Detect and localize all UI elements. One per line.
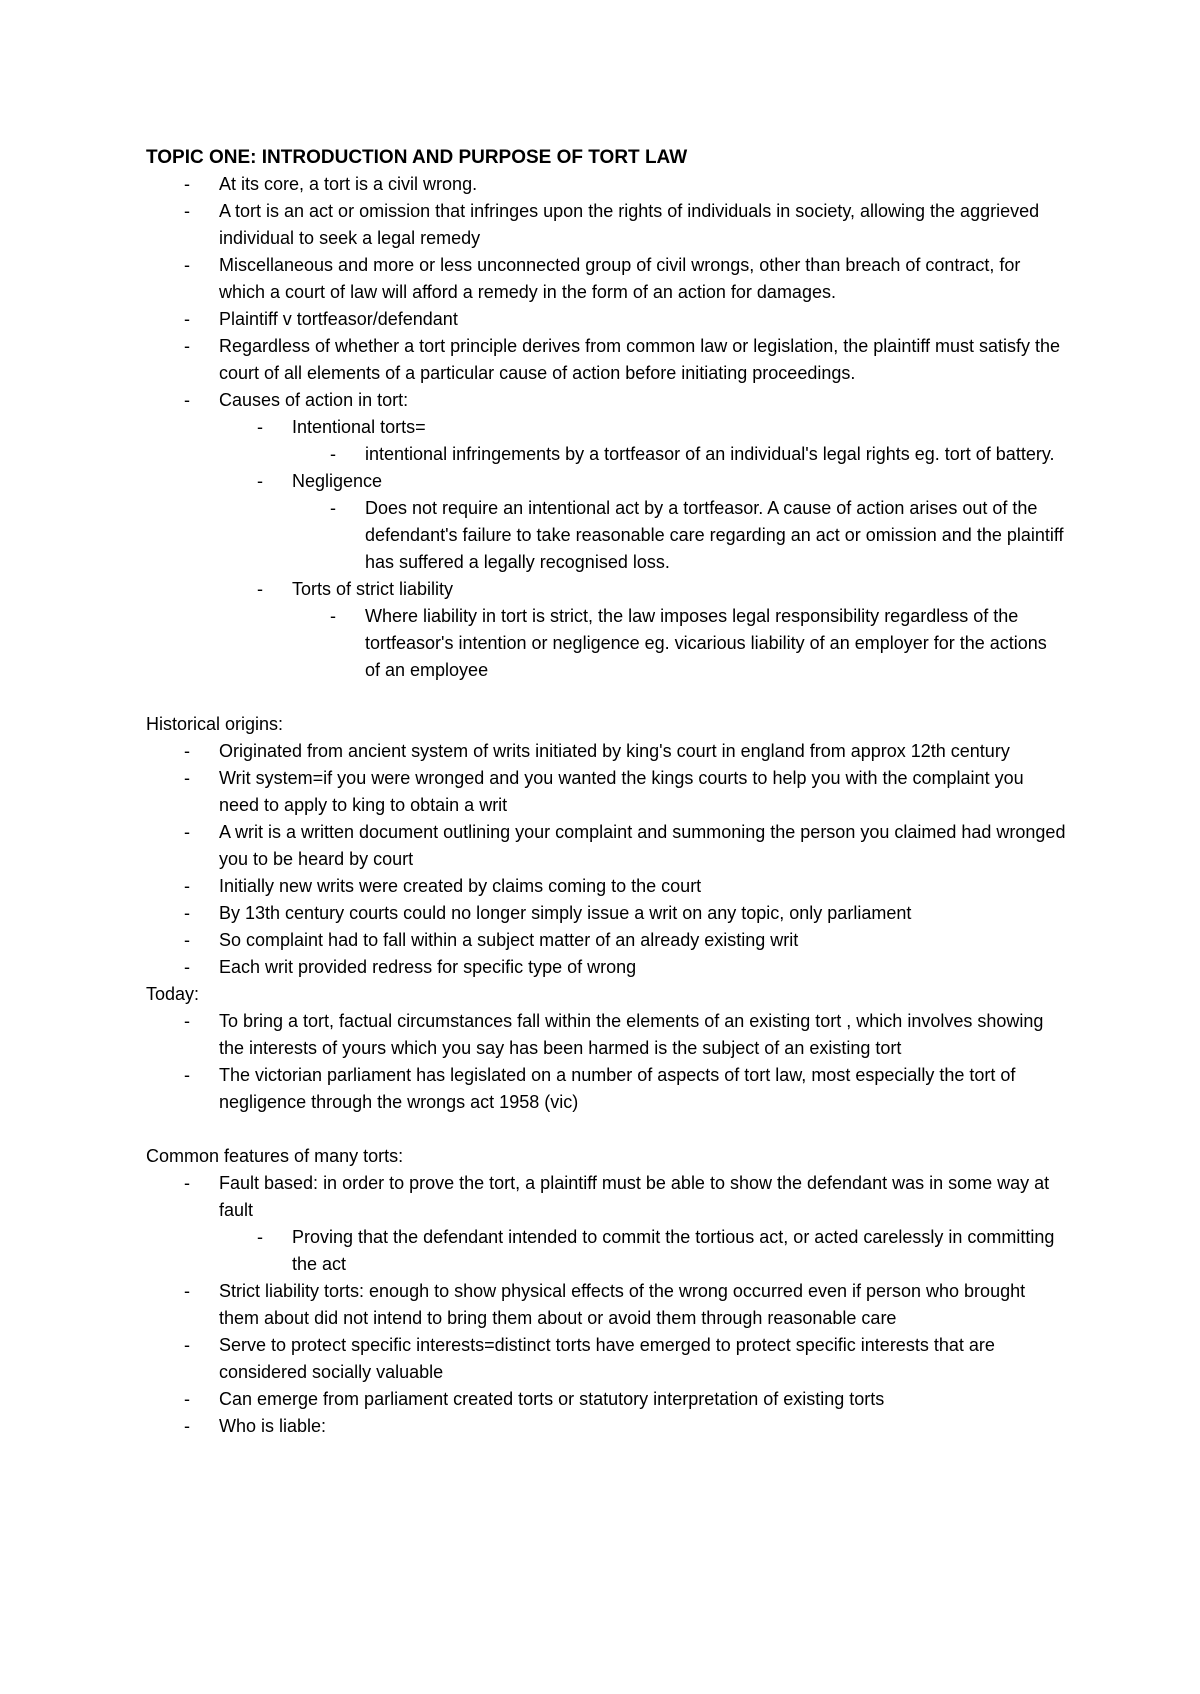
- list-item: - A tort is an act or omission that infringes upon the rights of individuals in society, allowing the aggrieved individual to seek a legal remedy: [146, 198, 1066, 252]
- list-item: - Serve to protect specific interests=distinct torts have emerged to protect specific interests that are considered socially valuable: [146, 1332, 1066, 1386]
- list-item-text: Fault based: in order to prove the tort, a plaintiff must be able to show the defendant was in some way at fault: [219, 1173, 1050, 1220]
- section-label-today: Today:: [146, 984, 200, 1004]
- list-item: - Miscellaneous and more or less unconnected group of civil wrongs, other than breach of contract, for which a court of law will afford a remedy in the form of an action for damages.: [146, 252, 1066, 306]
- list-item: - Originated from ancient system of writs initiated by king's court in england from approx 12th century: [146, 738, 1066, 765]
- cause-detail: - intentional infringements by a tortfeasor of an individual's legal rights eg. tort of battery.: [292, 441, 1066, 468]
- cause-label: Negligence: [292, 471, 383, 491]
- historical-bullet-list: [146, 738, 1066, 981]
- list-item: - Strict liability torts: enough to show physical effects of the wrong occurred even if person who brought them about did not intend to bring them about or avoid them through reasonable care: [146, 1278, 1066, 1332]
- list-item: - Proving that the defendant intended to commit the tortious act, or acted carelessly in committing the act: [219, 1224, 1066, 1278]
- cause-label: Torts of strict liability: [292, 579, 454, 599]
- fault-sub-list: [219, 1224, 1066, 1278]
- list-item: - Each writ provided redress for specific type of wrong: [146, 954, 1066, 981]
- cause-detail: - Where liability in tort is strict, the law imposes legal responsibility regardless of the tortfeasor's intention or negligence eg. vicarious liability of an employer for the actions of an employee: [292, 603, 1066, 684]
- section-label-historical: Historical origins:: [146, 714, 284, 734]
- cause-detail-list: [292, 495, 1066, 576]
- causes-list: [219, 414, 1066, 684]
- list-item: - At its core, a tort is a civil wrong.: [146, 171, 1066, 198]
- document-page: [146, 144, 1066, 1440]
- today-bullet-list: [146, 1008, 1066, 1116]
- list-item: - By 13th century courts could no longer simply issue a writ on any topic, only parliament: [146, 900, 1066, 927]
- spacer: [146, 684, 1066, 711]
- common-bullet-list: [146, 1170, 1066, 1440]
- list-item: - Who is liable:: [146, 1413, 1066, 1440]
- list-item: - So complaint had to fall within a subject matter of an already existing writ: [146, 927, 1066, 954]
- cause-detail: - Does not require an intentional act by a tortfeasor. A cause of action arises out of the defendant's failure to take reasonable care regarding an act or omission and the plaintiff has suffered a legally recognised loss.: [292, 495, 1066, 576]
- list-item: - To bring a tort, factual circumstances fall within the elements of an existing tort , which involves showing the interests of yours which you say has been harmed is the subject of an existing tort: [146, 1008, 1066, 1062]
- topic-bullet-list: [146, 171, 1066, 684]
- cause-detail-list: [292, 441, 1066, 468]
- list-item: - Regardless of whether a tort principle derives from common law or legislation, the plaintiff must satisfy the court of all elements of a particular cause of action before initiating proceedings.: [146, 333, 1066, 387]
- list-item-causes: [146, 387, 1066, 684]
- list-item: - Can emerge from parliament created torts or statutory interpretation of existing torts: [146, 1386, 1066, 1413]
- list-item-text: Causes of action in tort:: [219, 390, 409, 410]
- list-item: - Initially new writs were created by claims coming to the court: [146, 873, 1066, 900]
- cause-item: [219, 576, 1066, 684]
- cause-label: Intentional torts=: [292, 417, 426, 437]
- list-item: - A writ is a written document outlining your complaint and summoning the person you claimed had wronged you to be heard by court: [146, 819, 1066, 873]
- cause-item: [219, 414, 1066, 468]
- cause-item: [219, 468, 1066, 576]
- list-item: - Plaintiff v tortfeasor/defendant: [146, 306, 1066, 333]
- list-item: - The victorian parliament has legislated on a number of aspects of tort law, most especially the tort of negligence through the wrongs act 1958 (vic): [146, 1062, 1066, 1116]
- list-item-fault: [146, 1170, 1066, 1278]
- page-title: TOPIC ONE: INTRODUCTION AND PURPOSE OF TORT LAW: [146, 147, 688, 168]
- spacer: [146, 1116, 1066, 1143]
- section-label-common: Common features of many torts:: [146, 1146, 404, 1166]
- cause-detail-list: [292, 603, 1066, 684]
- list-item: - Writ system=if you were wronged and you wanted the kings courts to help you with the complaint you need to apply to king to obtain a writ: [146, 765, 1066, 819]
